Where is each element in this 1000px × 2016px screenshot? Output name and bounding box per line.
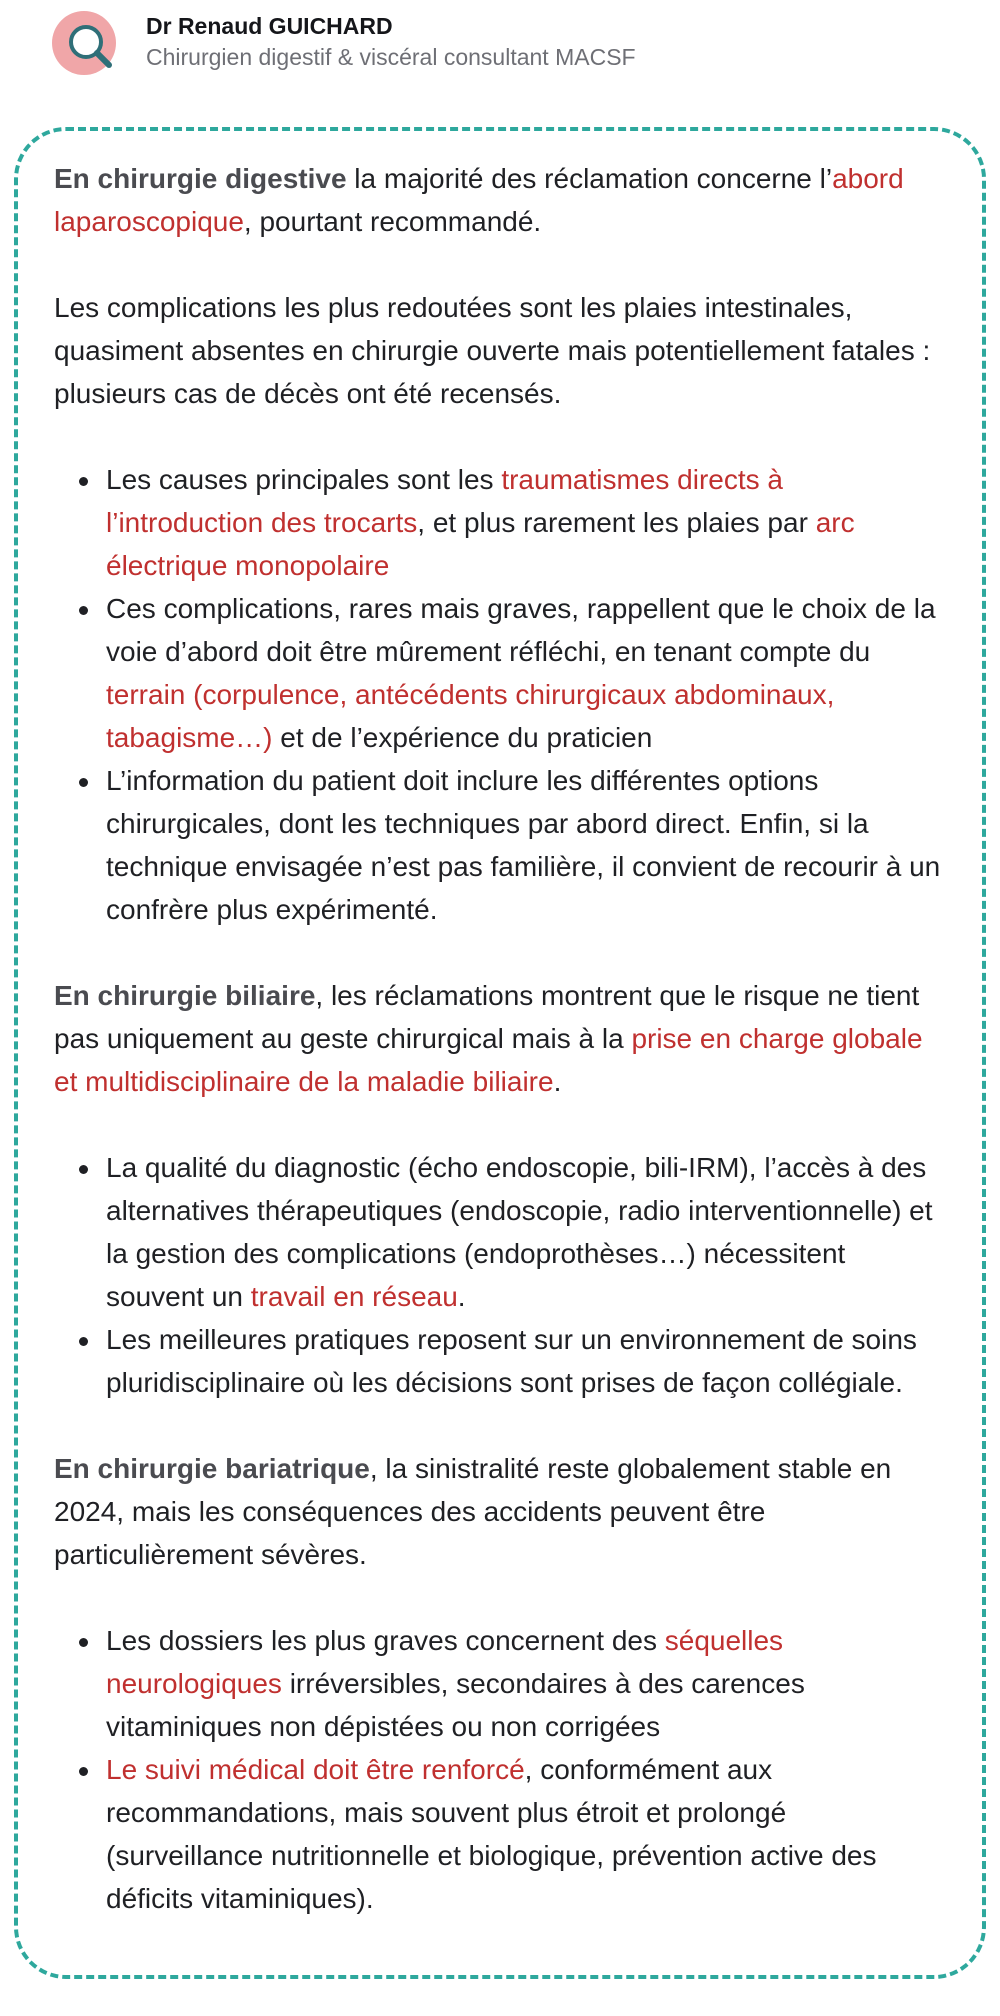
content-card	[14, 127, 986, 1979]
author-name: Dr Renaud GUICHARD	[146, 13, 393, 39]
list-item: Les meilleures pratiques reposent sur un environnement de soins pluridisciplinaire où les décisions sont prises de façon collégiale.	[106, 1318, 946, 1404]
bariatric-list	[54, 1619, 946, 1920]
bariatric-heading: En chirurgie bariatrique	[54, 1453, 370, 1484]
biliary-list	[54, 1146, 946, 1404]
digestive-intro: En chirurgie digestive la majorité des réclamation concerne l’abord laparoscopique, pourtant recommandé.	[54, 163, 904, 237]
biliary-intro: En chirurgie biliaire, les réclamations montrent que le risque ne tient pas uniquement au geste chirurgical mais à la prise en charge globale et multidisciplinaire de la maladie biliaire.	[54, 980, 923, 1097]
author-avatar	[52, 11, 116, 75]
biliary-highlight: prise en charge globale et multidisciplinaire de la maladie biliaire	[54, 1023, 923, 1097]
list-item: Ces complications, rares mais graves, rappellent que le choix de la voie d’abord doit être mûrement réfléchi, en tenant compte du terrain (corpulence, antécédents chirurgicaux abdominaux, tabagisme…) et de l’expérience du praticien	[106, 587, 946, 759]
digestive-paragraph: Les complications les plus redoutées sont les plaies intestinales, quasiment absentes en chirurgie ouverte mais potentiellement fatales : plusieurs cas de décès ont été recensés.	[54, 292, 931, 409]
list-item: Les dossiers les plus graves concernent des séquelles neurologiques irréversibles, secondaires à des carences vitaminiques non dépistées ou non corrigées	[106, 1619, 946, 1748]
list-item: La qualité du diagnostic (écho endoscopie, bili-IRM), l’accès à des alternatives thérapeutiques (endoscopie, radio interventionnelle) et la gestion des complications (endoprothèses…) nécessitent souvent un travail en réseau.	[106, 1146, 946, 1318]
author-header	[52, 8, 636, 78]
digestive-heading: En chirurgie digestive	[54, 163, 347, 194]
digestive-list	[54, 458, 946, 931]
list-item: L’information du patient doit inclure les différentes options chirurgicales, dont les techniques par abord direct. Enfin, si la technique envisagée n’est pas familière, il convient de recourir à un confrère plus expérimenté.	[106, 759, 946, 931]
digestive-highlight: abord laparoscopique	[54, 163, 904, 237]
bariatric-intro: En chirurgie bariatrique, la sinistralité reste globalement stable en 2024, mais les conséquences des accidents peuvent être particulièrement sévères.	[54, 1453, 892, 1570]
list-item: Le suivi médical doit être renforcé, conformément aux recommandations, mais souvent plus étroit et prolongé (surveillance nutritionnelle et biologique, prévention active des déficits vitaminiques).	[106, 1748, 946, 1920]
magnifier-icon	[52, 11, 116, 75]
biliary-heading: En chirurgie biliaire	[54, 980, 316, 1011]
author-role: Chirurgien digestif & viscéral consultant MACSF	[146, 44, 636, 70]
list-item: Les causes principales sont les traumatismes directs à l’introduction des trocarts, et plus rarement les plaies par arc électrique monopolaire	[106, 458, 946, 587]
